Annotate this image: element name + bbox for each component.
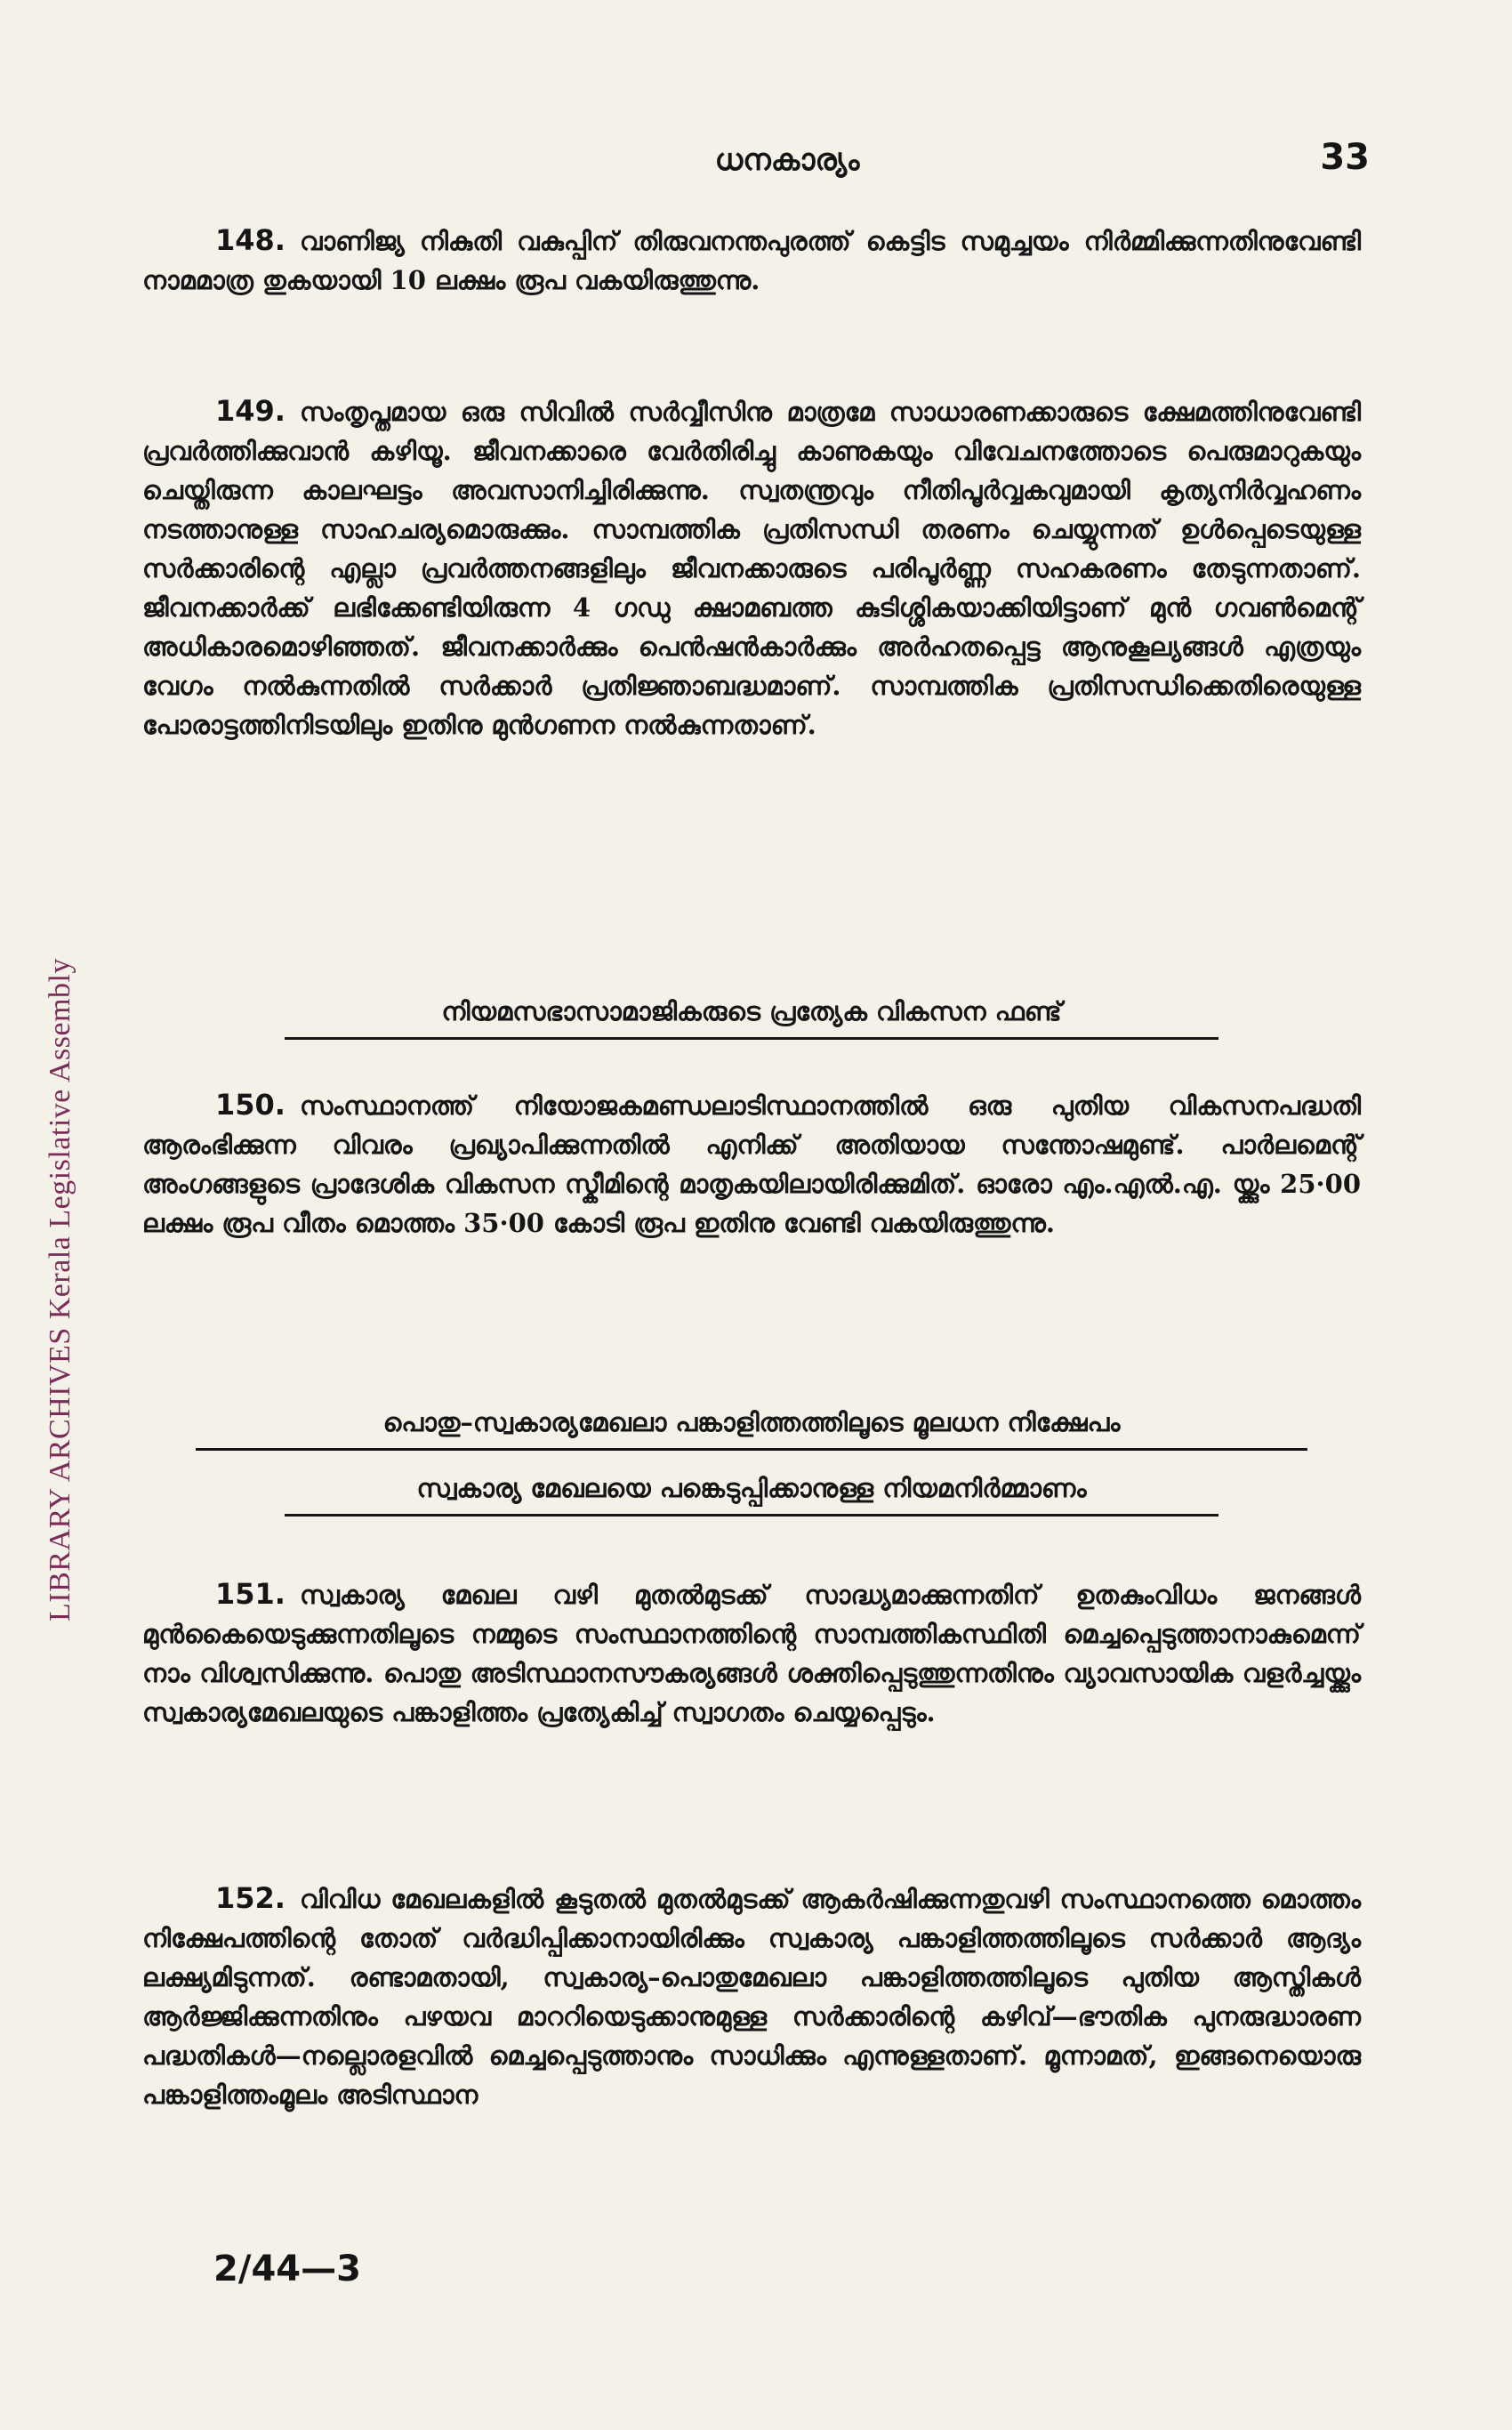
paragraph-150 [142,1085,1361,1243]
heading-text: സ്വകാര്യ മേഖലയെ പങ്കെടുപ്പിക്കാനുള്ള നിയമനിർമ്മാണം [416,1473,1087,1503]
running-title: ധനകാര്യം [714,142,860,178]
paragraph-number: 149. [215,394,286,428]
section-heading-ppp [187,1404,1316,1451]
paragraph-text: സ്വകാര്യ മേഖല വഴി മുതൽമുടക്ക് സാദ്ധ്യമാക്കുന്നതിന് ഉതകുംവിധം ജനങ്ങൾ മുൻകൈയെടുക്കുന്നതിലൂടെ നമ്മുടെ സംസ്ഥാനത്തിന്റെ സാമ്പത്തികസ്ഥിതി മെച്ചപ്പെടുത്താനാകുമെന്ന് നാം വിശ്വസിക്കുന്നു. പൊതു അടിസ്ഥാനസൗകര്യങ്ങൾ ശക്തിപ്പെടുത്തുന്നതിനും വ്യാവസായിക വളർച്ചയ്ക്കും സ്വകാര്യമേഖലയുടെ പങ്കാളിത്തം പ്രത്യേകിച്ച് സ്വാഗതം ചെയ്യപ്പെടും. [142,1580,1361,1727]
paragraph-text: സംതൃപ്തമായ ഒരു സിവിൽ സർവ്വീസിനു മാത്രമേ സാധാരണക്കാരുടെ ക്ഷേമത്തിനുവേണ്ടി പ്രവർത്തിക്കുവാൻ കഴിയൂ. ജീവനക്കാരെ വേർതിരിച്ചു കാണുകയും വിവേചനത്തോടെ പെരുമാറുകയും ചെയ്തിരുന്ന കാലഘട്ടം അവസാനിച്ചിരിക്കുന്നു. സ്വതന്ത്രവും നീതിപൂർവ്വകവുമായി കൃത്യനിർവ്വഹണം നടത്താനുള്ള സാഹചര്യമൊരുക്കും. സാമ്പത്തിക പ്രതിസന്ധി തരണം ചെയ്യുന്നത് ഉൾപ്പെടെയുള്ള സർക്കാരിന്റെ എല്ലാ പ്രവർത്തനങ്ങളിലും ജീവനക്കാരുടെ പരിപൂർണ്ണ സഹകരണം തേടുന്നതാണ്. ജീവനക്കാർക്ക് ലഭിക്കേണ്ടിയിരുന്ന 4 ഗഡു ക്ഷാമബത്ത കുടിശ്ശികയാക്കിയിട്ടാണ് മുൻ ഗവൺമെന്റ് അധികാരമൊഴിഞ്ഞത്. ജീവനക്കാർക്കും പെൻഷൻകാർക്കും അർഹതപ്പെട്ട ആനുകൂല്യങ്ങൾ എത്രയും വേഗം നൽകുന്നതിൽ സർക്കാർ പ്രതിജ്ഞാബദ്ധമാണ്. സാമ്പത്തിക പ്രതിസന്ധിക്കെതിരെയുള്ള പോരാട്ടത്തിനിടയിലും ഇതിനു മുൻഗണന നൽകുന്നതാണ്. [142,397,1361,740]
paragraph-text: വിവിധ മേഖലകളിൽ കൂടുതൽ മുതൽമുടക്ക് ആകർഷിക്കുന്നതുവഴി സംസ്ഥാനത്തെ മൊത്തം നിക്ഷേപത്തിന്റെ തോത് വർദ്ധിപ്പിക്കാനായിരിക്കും സ്വകാര്യ പങ്കാളിത്തത്തിലൂടെ സർക്കാർ ആദ്യം ലക്ഷ്യമിടുന്നത്. രണ്ടാമതായി, സ്വകാര്യ–പൊതുമേഖലാ പങ്കാളിത്തത്തിലൂടെ പുതിയ ആസ്തികൾ ആർജ്ജിക്കുന്നതിനും പഴയവ മാററിയെടുക്കാനുമുള്ള സർക്കാരിന്റെ കഴിവ്—ഭൗതിക പുനരുദ്ധാരണ പദ്ധതികൾ—നല്ലൊരളവിൽ മെച്ചപ്പെടുത്താനും സാധിക്കും എന്നുള്ളതാണ്. മൂന്നാമത്, ഇങ്ങനെയൊരു പങ്കാളിത്തംമൂലം അടിസ്ഥാന [142,1884,1361,2110]
paragraph-text: വാണിജ്യ നികുതി വകുപ്പിന് തിരുവനന്തപുരത്ത് കെട്ടിട സമുച്ചയം നിർമ്മിക്കുന്നതിനുവേണ്ടി നാമമാത്ര തുകയായി 10 ലക്ഷം രൂപ വകയിരുത്തുന്നു. [142,226,1361,295]
archive-watermark [34,845,87,1734]
heading-underline [285,1037,1218,1040]
paragraph-152 [142,1879,1361,2114]
section-heading-development-fund [187,993,1316,1040]
page-number: 33 [1320,137,1370,178]
heading-text: പൊതു–സ്വകാര്യമേഖലാ പങ്കാളിത്തത്തിലൂടെ മൂലധന നിക്ഷേപം [382,1407,1121,1437]
paragraph-number: 152. [215,1881,286,1915]
page-header [205,133,1370,187]
paragraph-text: സംസ്ഥാനത്ത് നിയോജകമണ്ഡലാടിസ്ഥാനത്തിൽ ഒരു പുതിയ വികസനപദ്ധതി ആരംഭിക്കുന്ന വിവരം പ്രഖ്യാപിക്കുന്നതിൽ എനിക്ക് അതിയായ സന്തോഷമുണ്ട്. പാർലമെന്റ് അംഗങ്ങളുടെ പ്രാദേശിക വികസന സ്കീമിന്റെ മാതൃകയിലായിരിക്കുമിത്. ഓരോ എം.എൽ.എ. യ്ക്കും 25·00 ലക്ഷം രൂപ വീതം മൊത്തം 35·00 കോടി രൂപ ഇതിനു വേണ്ടി വകയിരുത്തുന്നു. [142,1090,1361,1238]
heading-underline [285,1514,1218,1517]
heading-text: നിയമസഭാസാമാജികരുടെ പ്രത്യേക വികസന ഫണ്ട് [441,996,1062,1026]
paragraph-148 [142,221,1361,300]
paragraph-number: 151. [215,1577,286,1611]
paragraph-149 [142,391,1361,744]
section-heading-legislation [187,1469,1316,1517]
paragraph-number: 148. [215,223,286,257]
signature-mark: 2/44—3 [213,2249,361,2289]
watermark-text: LIBRARY ARCHIVES Kerala Legislative Assembly [44,957,77,1622]
paragraph-151 [142,1574,1361,1732]
paragraph-number: 150. [215,1088,286,1122]
heading-underline [196,1448,1307,1451]
